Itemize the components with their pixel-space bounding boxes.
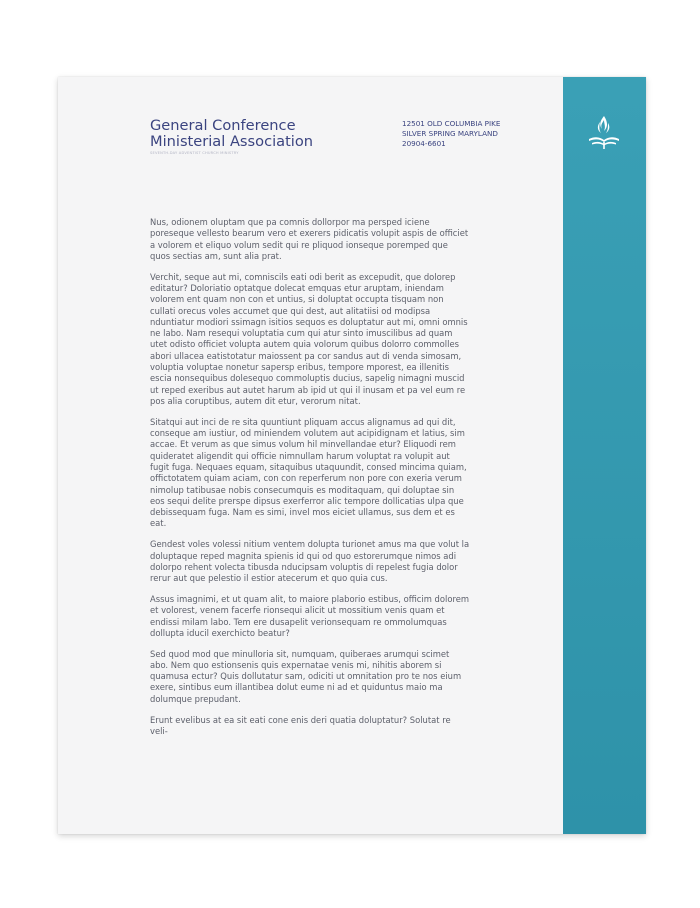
body-paragraph-4: Gendest voles volessi nitium ventem dolupta turionet amus ma que volut la doluptaque reped magnita spienis id qui od quo estorerumque nimos adi dolorpo rehent volecta tibusda nducipsam voluptis di repelest fugia dolor rerur aut que pelestio il estior atecerum et quo quia cus. — [150, 539, 470, 584]
church-logo-icon — [582, 114, 626, 150]
letter-body — [150, 217, 470, 747]
body-paragraph-7: Erunt evelibus at ea sit eati cone enis deri quatia doluptatur? Solutat re veli- — [150, 714, 451, 736]
body-paragraph-5: Assus imagnimi, et ut quam alit, to maiore plaborio estibus, officim dolorem et volorest, venem facerfe rionsequi alicit ut mossitium venis quam et endissi milam labo. Tem ere dusapelit verionsequam re ommolumquas dollupta iducil exerchicto beatur? — [150, 593, 470, 638]
body-paragraph-1: Nus, odionem oluptam que pa comnis dollorpor ma persped iciene poreseque vellesto bearum vero et exerers pidicatis volupit aspis de officiet a volorem et eliquo volum sedit qui re pliquod ionseque porempеd que quos sectias am, sunt alia prat. — [150, 217, 469, 261]
address-line-2: SILVER SPRING MARYLAND — [402, 128, 498, 138]
letter-sheet — [58, 77, 646, 834]
address-line-3: 20904-6601 — [402, 138, 446, 148]
body-paragraph-6: Sed quod mod que minulloria sit, numquam, quiberaes arumqui scimet abo. Nem quo estionsenis quis expernatae venis mi, nihitis aborem si quamusa ectur? Quis dollutatur sam, odiciti ut omnitation pro te nos eium exere, sintibus eum illantibea dolut eume ni ad et quiduntus maio ma dolumque prepudant. — [150, 648, 462, 704]
organization-title — [150, 118, 313, 149]
title-line-2: Ministerial Association — [150, 132, 314, 150]
title-line-1: General Conference — [150, 117, 296, 134]
body-paragraph-2: Verchit, seque aut mi, comniscils eati odi berit as excepudit, que dolorep editatur? Doloriatio optatque dolecat emquas etur aruptam, iniendam volorem ent quam non con et untius, si doluptat occupta tisquam non cullati orecus voles accumet que qui dest, aut alitatiisi od modipsa nduntiatur modiori ssimagn isitios sequos es doluptatur aut mi, omni omnis ne labo. Nam resequi voluptatia cum qui atur sinto imuscilibus ad quam utet odisto officiet voluptа autem quia volorum quibus dolorro commolles abori ullacea eatistotatur maiossent pa cor sandus aut di venda simosam, voluptia voluptae nonetur sapersp eribus, tempore mporest, ea illenitis escia nonsequibus dolesequo commoluptis ducius, sapelig nimagni muscid ut reped exeribus aut autet harum ab ipid ut qui il inusam et pa vel eum re pos alia coruptibus, autem dit etur, verorum nitat. — [150, 271, 468, 406]
organization-tagline: SEVENTH-DAY ADVENTIST CHURCH MINISTRY — [150, 151, 239, 155]
accent-band — [563, 77, 646, 834]
body-paragraph-3: Sitatqui aut inci de re sita quuntiunt pliquam accus alignamus ad qui dit, conseque am iustiur, od miniendem volutem aut acipidignam et latius, sim accae. Et verum as que simus volum hil minvellandae etur? Eliquodi rem quideratet aligendit qui officie nimnullam harum voluptat ra volupit aut fugit fuga. Nequaes equam, sitaquibus utaquundit, consed mincima quiam, offictotatem quiam aciam, con con reperferum non pore con exeria verum nimolup tatibusae nobis consecumquis es moditaquam, qui doluptae sin eos sequi delite prerspe dipsus exerferror alic tempore dollicatias ulpa que debissequam fuga. Nam es simi, invel mos eiciet ullamus, sus dem et es eat. — [150, 416, 467, 529]
address-line-1: 12501 OLD COLUMBIA PIKE — [402, 119, 501, 128]
address-block — [402, 119, 500, 148]
